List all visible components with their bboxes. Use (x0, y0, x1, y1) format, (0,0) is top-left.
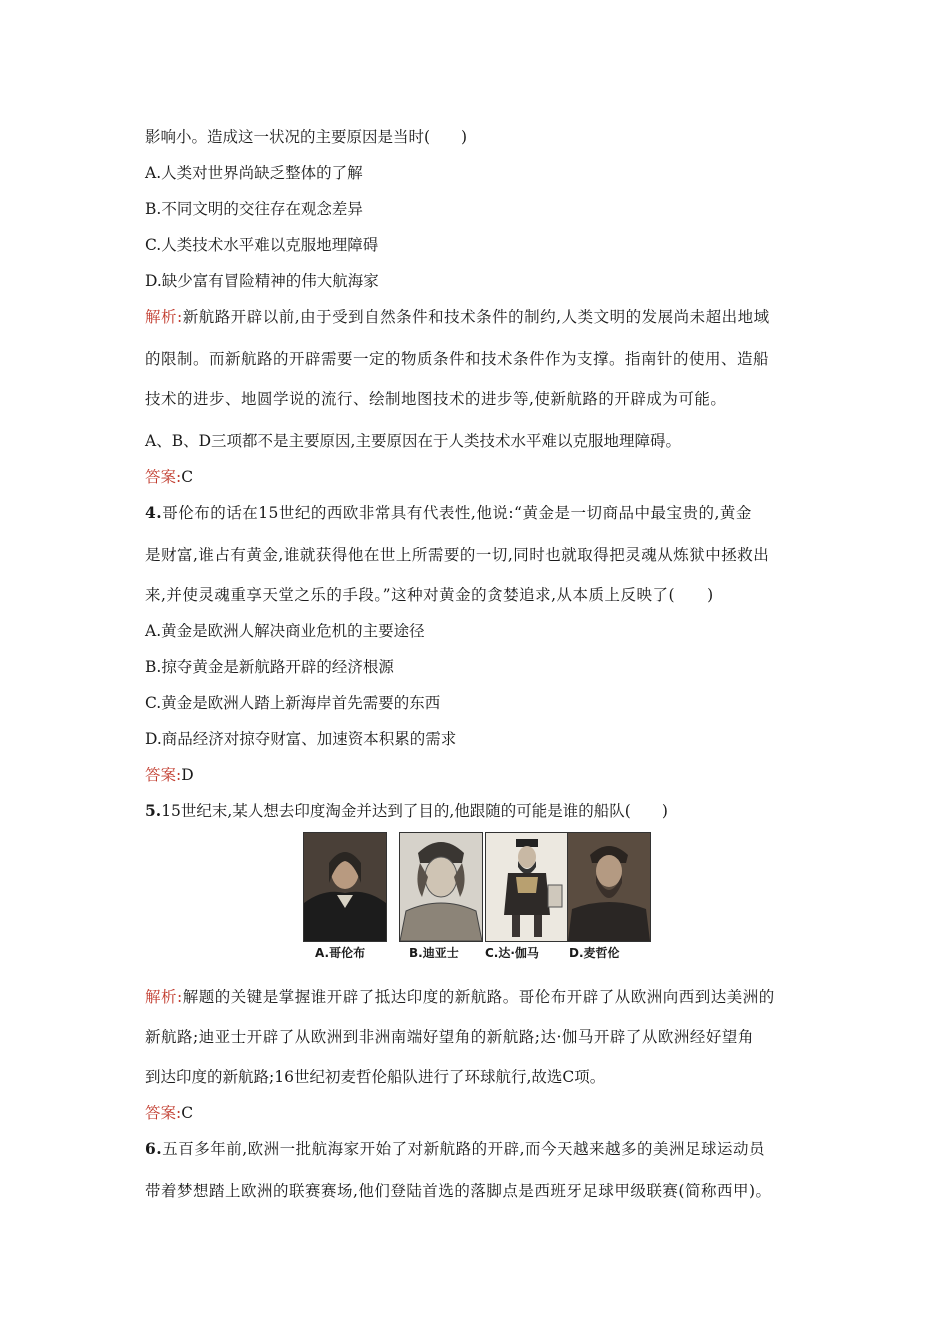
q5-analysis-line-3: 到达印度的新航路;16世纪初麦哲伦船队进行了环球航行,故选C项。 (145, 1068, 606, 1086)
q3-analysis-line-2: 的限制。而新航路的开辟需要一定的物质条件和技术条件作为支撑。指南针的使用、造船 (145, 350, 770, 368)
caption-d: D.麦哲伦 (569, 946, 620, 960)
q3-analysis-line-4: A、B、D三项都不是主要原因,主要原因在于人类技术水平难以克服地理障碍。 (145, 432, 681, 450)
q3-option-b: B.不同文明的交往存在观念差异 (145, 200, 363, 218)
portrait-columbus (303, 832, 387, 942)
q5-number: 5. (145, 801, 162, 820)
q5-analysis-line-2: 新航路;迪亚士开辟了从欧洲到非洲南端好望角的新航路;达·伽马开辟了从欧洲经好望角 (145, 1028, 754, 1046)
caption-b: B.迪亚士 (409, 946, 459, 960)
q3-analysis-label: 解析: (145, 308, 183, 326)
explorer-portraits-figure (300, 832, 650, 962)
q4-option-a: A.黄金是欧洲人解决商业危机的主要途径 (145, 622, 425, 640)
q4-number: 4. (145, 503, 163, 522)
q4-answer-label: 答案: (145, 766, 182, 784)
q3-stem-tail: 影响小。造成这一状况的主要原因是当时( ) (145, 128, 468, 146)
q3-answer (145, 466, 193, 488)
q4-answer-value: D (181, 766, 194, 784)
caption-c: C.达·伽马 (485, 946, 539, 960)
q3-option-c: C.人类技术水平难以克服地理障碍 (145, 236, 379, 254)
q5-stem-text: 15世纪末,某人想去印度淘金并达到了目的,他跟随的可能是谁的船队( ) (161, 802, 668, 820)
q4-option-b: B.掠夺黄金是新航路开辟的经济根源 (145, 658, 394, 676)
q3-option-a: A.人类对世界尚缺乏整体的了解 (145, 164, 363, 182)
q3-analysis-line-1 (145, 306, 770, 328)
q5-answer-value: C (181, 1104, 194, 1122)
q4-option-d: D.商品经济对掠夺财富、加速资本积累的需求 (145, 730, 457, 748)
portrait-da-gama (485, 832, 569, 942)
q5-analysis-line-1 (145, 986, 775, 1008)
q4-stem-line-1 (145, 502, 752, 524)
q6-number: 6. (145, 1139, 163, 1158)
q6-stem-line-1 (145, 1138, 765, 1160)
q3-answer-value: C (181, 468, 194, 486)
caption-a: A.哥伦布 (315, 946, 366, 960)
q3-analysis-text-1: 新航路开辟以前,由于受到自然条件和技术条件的制约,人类文明的发展尚未超出地域 (182, 308, 770, 326)
q4-stem-line-3: 来,并使灵魂重享天堂之乐的手段。”这种对黄金的贪婪追求,从本质上反映了( ) (145, 586, 714, 604)
q5-stem (145, 800, 668, 822)
portrait-dias (399, 832, 483, 942)
q4-option-c: C.黄金是欧洲人踏上新海岸首先需要的东西 (145, 694, 441, 712)
q3-option-d: D.缺少富有冒险精神的伟大航海家 (145, 272, 379, 290)
q5-analysis-label: 解析: (145, 988, 183, 1006)
q4-stem-text-1: 哥伦布的话在15世纪的西欧非常具有代表性,他说:“黄金是一切商品中最宝贵的,黄金 (162, 504, 752, 522)
q6-stem-text-1: 五百多年前,欧洲一批航海家开始了对新航路的开辟,而今天越来越多的美洲足球运动员 (162, 1140, 766, 1158)
portrait-magellan (567, 832, 651, 942)
q4-answer (145, 764, 194, 786)
q3-answer-label: 答案: (145, 468, 182, 486)
q6-stem-line-2: 带着梦想踏上欧洲的联赛赛场,他们登陆首选的落脚点是西班牙足球甲级联赛(简称西甲)。 (145, 1182, 772, 1200)
q3-analysis-line-3: 技术的进步、地圆学说的流行、绘制地图技术的进步等,使新航路的开辟成为可能。 (145, 390, 727, 408)
q4-stem-line-2: 是财富,谁占有黄金,谁就获得他在世上所需要的一切,同时也就取得把灵魂从炼狱中拯救出 (145, 546, 770, 564)
q5-answer-label: 答案: (145, 1104, 182, 1122)
q5-analysis-text-1: 解题的关键是掌握谁开辟了抵达印度的新航路。哥伦布开辟了从欧洲向西到达美洲的 (182, 988, 775, 1006)
q5-answer (145, 1102, 193, 1124)
